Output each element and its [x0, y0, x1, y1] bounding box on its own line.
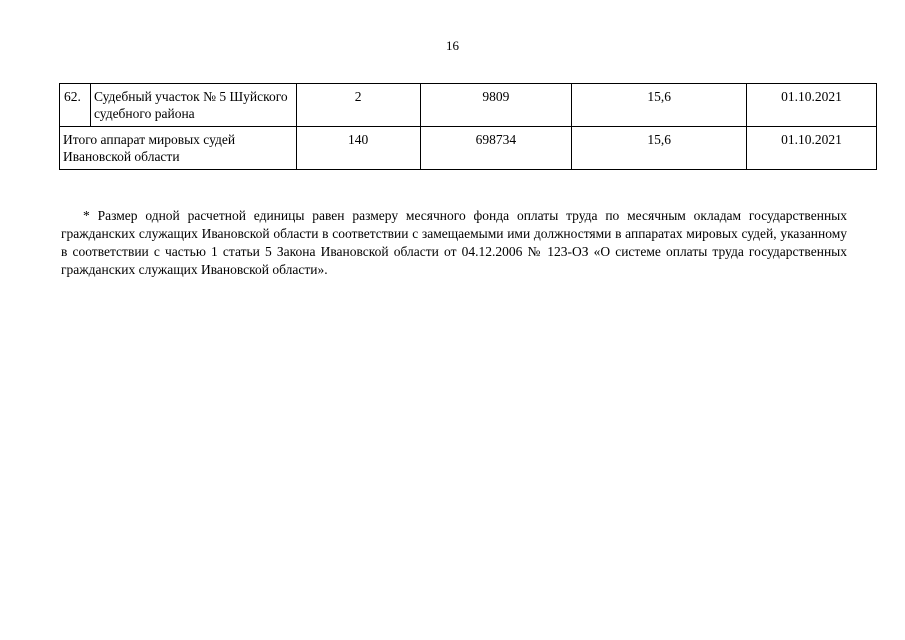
- row-date: 01.10.2021: [747, 84, 877, 127]
- row-units: 2: [296, 84, 420, 127]
- total-amount: 698734: [420, 127, 572, 170]
- total-units: 140: [296, 127, 420, 170]
- row-coefficient: 15,6: [572, 84, 747, 127]
- row-name: Судебный участок № 5 Шуйского судебного района: [90, 84, 296, 127]
- page-number: 16: [446, 38, 459, 53]
- footnote: * Размер одной расчетной единицы равен размеру месячного фонда оплаты труда по месячным окладам государственных гражданских служащих Ивановской области в соответствии с замещаемыми ими должностями в аппаратах мировых судей, указанному в соответствии с частью 1 статьи 5 Закона Ивановской области от 04.12.2006 № 123-ОЗ «О системе оплаты труда государственных гражданских служащих Ивановской области».: [61, 207, 847, 277]
- table-row: [60, 84, 877, 127]
- table-total-row: [60, 127, 877, 170]
- total-coefficient: 15,6: [572, 127, 747, 170]
- row-index: 62.: [60, 84, 91, 127]
- row-amount: 9809: [420, 84, 572, 127]
- staff-table: [59, 83, 877, 170]
- total-date: 01.10.2021: [747, 127, 877, 170]
- total-label: Итого аппарат мировых судей Ивановской области: [60, 127, 297, 170]
